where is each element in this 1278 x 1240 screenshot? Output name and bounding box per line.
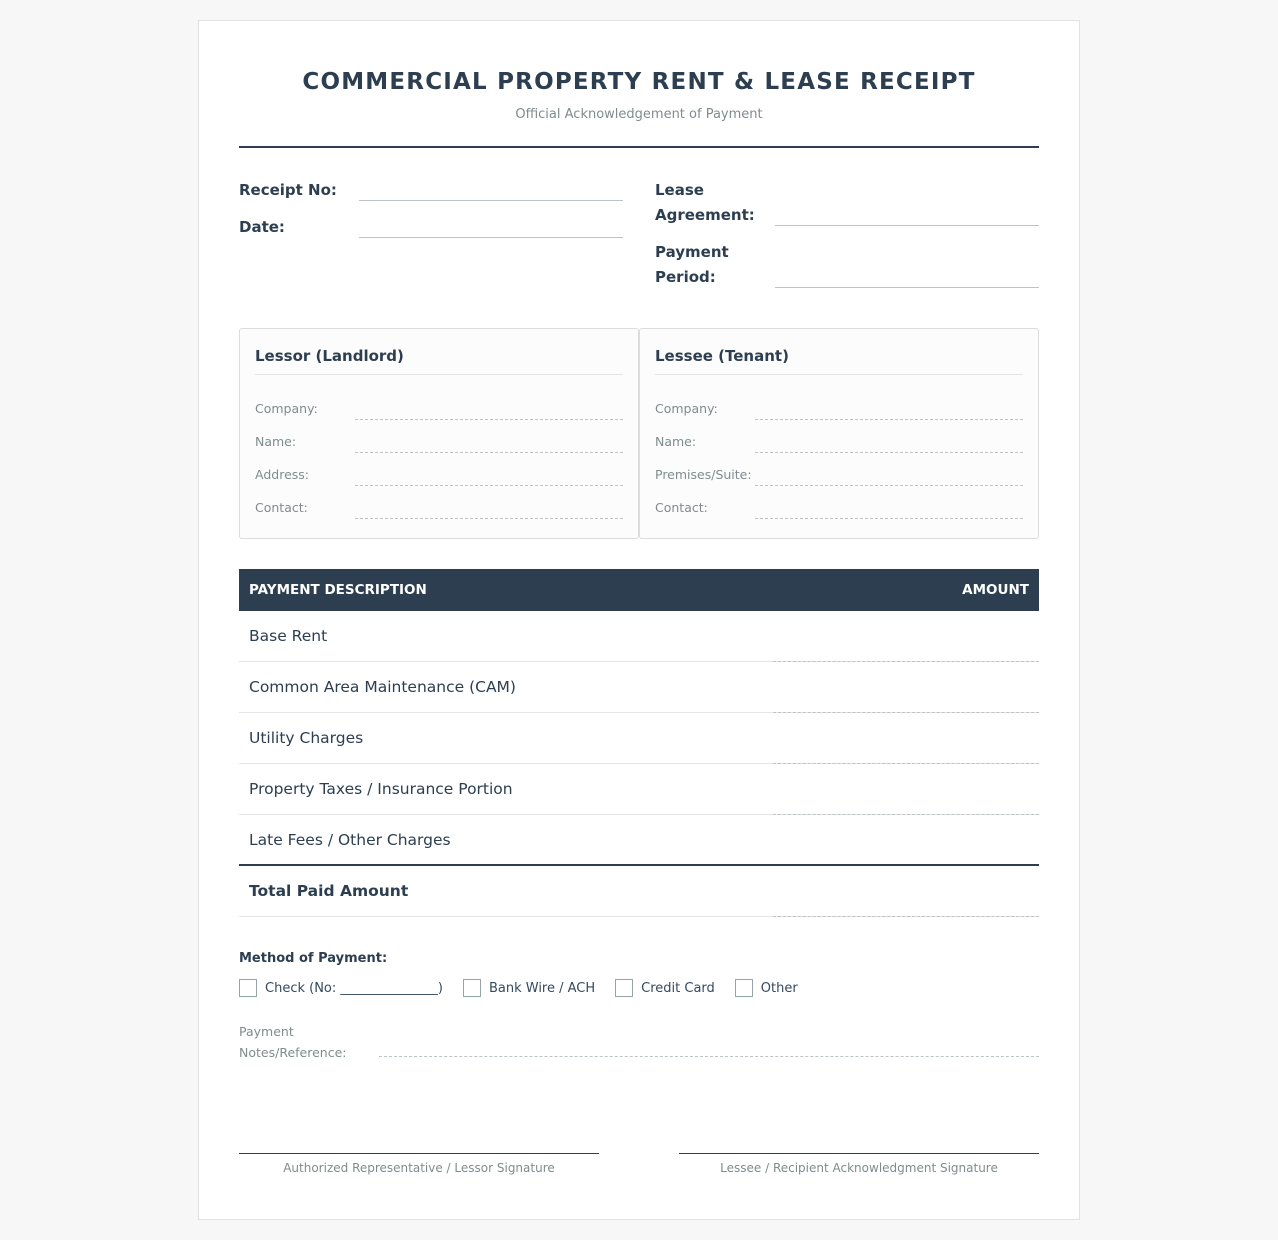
signature-section	[239, 1153, 1039, 1175]
lessee-company-label: Company:	[655, 401, 718, 416]
lessor-contact-label: Contact:	[255, 500, 308, 515]
lessee-name-field[interactable]	[755, 433, 1023, 453]
total-amount-field[interactable]	[773, 916, 1039, 917]
method-credit-card[interactable]	[615, 979, 715, 997]
column-header-amount: AMOUNT	[962, 582, 1029, 598]
lessor-company-label: Company:	[255, 401, 318, 416]
lessor-box	[239, 328, 639, 539]
checkbox-icon[interactable]	[239, 979, 257, 997]
payment-table	[239, 569, 1039, 917]
lessee-premises-row	[655, 453, 1023, 486]
notes-label-line1: Payment	[239, 1024, 294, 1039]
receipt-no-field[interactable]	[359, 179, 623, 201]
lessee-company-field[interactable]	[755, 400, 1023, 420]
method-other[interactable]	[735, 979, 798, 997]
table-row	[239, 764, 1039, 815]
lessee-company-row	[655, 387, 1023, 420]
checkbox-icon[interactable]	[463, 979, 481, 997]
lessee-fields	[655, 387, 1023, 519]
row-label: Common Area Maintenance (CAM)	[249, 678, 516, 696]
meta-left-column	[239, 178, 623, 328]
lease-agreement-field[interactable]	[775, 204, 1039, 226]
notes-label	[239, 1021, 379, 1063]
lessor-contact-field[interactable]	[355, 499, 623, 519]
date-field[interactable]	[359, 216, 623, 238]
lessee-title: Lessee (Tenant)	[655, 347, 1023, 375]
meta-right-column	[655, 178, 1039, 328]
payment-period-label	[655, 240, 775, 290]
lessee-premises-field[interactable]	[755, 466, 1023, 486]
lessor-address-row	[255, 453, 623, 486]
lessee-box	[639, 328, 1039, 539]
row-label: Late Fees / Other Charges	[249, 831, 451, 849]
parties-section	[239, 328, 1039, 539]
lessor-name-label: Name:	[255, 434, 297, 449]
table-row	[239, 662, 1039, 713]
document-subtitle: Official Acknowledgement of Payment	[515, 107, 763, 122]
payment-period-field[interactable]	[775, 266, 1039, 288]
row-label: Utility Charges	[249, 729, 364, 747]
lease-agreement-label-line1: Lease	[655, 181, 704, 199]
notes-field[interactable]	[379, 1056, 1039, 1057]
lease-agreement-row	[655, 178, 1039, 228]
column-header-description: PAYMENT DESCRIPTION	[249, 582, 427, 598]
lessor-fields	[255, 387, 623, 519]
lessee-contact-row	[655, 486, 1023, 519]
payment-period-label-line1: Payment	[655, 243, 729, 261]
lessor-signature-line[interactable]: Authorized Representative / Lessor Signature	[239, 1153, 599, 1175]
lease-agreement-label-line2: Agreement:	[655, 206, 755, 224]
method-other-label: Other	[760, 980, 798, 996]
table-row	[239, 815, 1039, 866]
lease-agreement-label	[655, 178, 775, 228]
total-row	[239, 866, 1039, 917]
lessee-name-label: Name:	[655, 434, 697, 449]
date-row	[239, 215, 623, 240]
lessee-contact-label: Contact:	[655, 500, 708, 515]
payment-notes	[239, 1021, 1039, 1063]
row-label: Property Taxes / Insurance Portion	[249, 780, 513, 798]
checkbox-icon[interactable]	[615, 979, 633, 997]
document-title: COMMERCIAL PROPERTY RENT & LEASE RECEIPT	[302, 69, 976, 95]
table-row	[239, 713, 1039, 764]
notes-label-line2: Notes/Reference:	[239, 1045, 347, 1060]
receipt-no-label: Receipt No:	[239, 181, 337, 199]
total-label: Total Paid Amount	[249, 882, 409, 900]
table-row	[239, 611, 1039, 662]
payment-method-title: Method of Payment:	[239, 951, 388, 966]
lessee-signature-line[interactable]: Lessee / Recipient Acknowledgment Signature	[679, 1153, 1039, 1175]
header-divider	[239, 146, 1039, 148]
lessor-contact-row	[255, 486, 623, 519]
lessor-title: Lessor (Landlord)	[255, 347, 623, 375]
lessor-company-field[interactable]	[355, 400, 623, 420]
lessor-address-label: Address:	[255, 467, 309, 482]
receipt-no-row	[239, 178, 623, 203]
payment-period-label-line2: Period:	[655, 268, 716, 286]
receipt-page	[198, 20, 1080, 1220]
lessor-name-field[interactable]	[355, 433, 623, 453]
method-credit-card-label: Credit Card	[641, 980, 715, 996]
lessor-name-row	[255, 420, 623, 453]
date-label: Date:	[239, 218, 285, 236]
checkbox-icon[interactable]	[735, 979, 753, 997]
lessee-name-row	[655, 420, 1023, 453]
payment-table-header	[239, 569, 1039, 611]
payment-period-row	[655, 240, 1039, 290]
lessee-contact-field[interactable]	[755, 499, 1023, 519]
row-label: Base Rent	[249, 627, 328, 645]
method-check-label: Check (No: _______________)	[265, 980, 443, 996]
lessor-company-row	[255, 387, 623, 420]
method-check[interactable]	[239, 979, 443, 997]
lessor-address-field[interactable]	[355, 466, 623, 486]
lessee-premises-label: Premises/Suite:	[655, 467, 752, 482]
method-bank-wire-label: Bank Wire / ACH	[488, 980, 596, 996]
method-bank-wire[interactable]	[463, 979, 595, 997]
payment-method-options	[239, 979, 1039, 997]
receipt-meta	[239, 178, 1039, 328]
